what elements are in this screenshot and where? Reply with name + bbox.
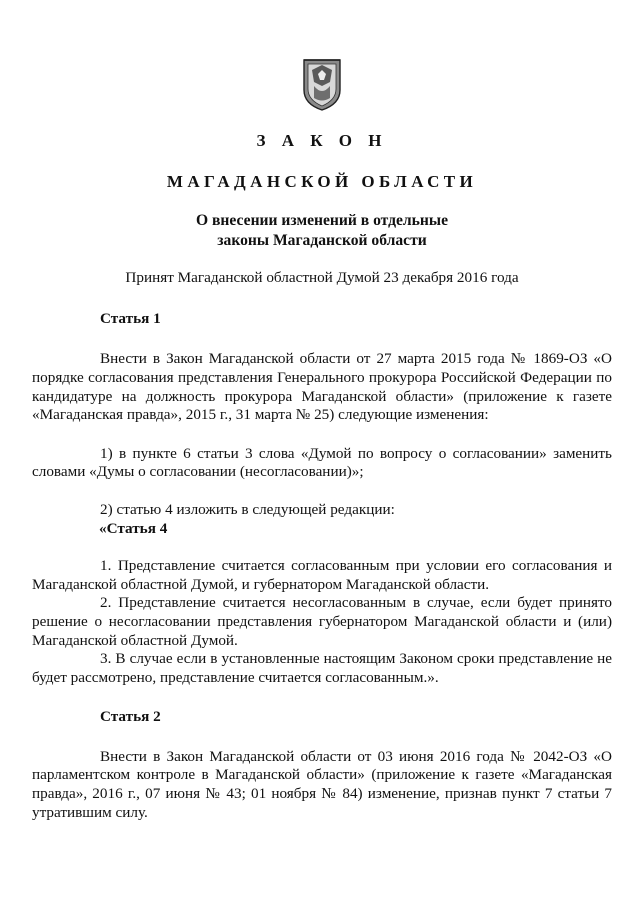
nested-article-4-heading: «Статья 4 — [99, 519, 168, 537]
nested-article-4-body — [32, 557, 612, 687]
law-title: З А К О Н — [256, 131, 388, 150]
law-subject — [60, 211, 584, 251]
article-1-item-1: 1) в пункте 6 статьи 3 слова «Думой по вопросу о согласовании» заменить словами «Думы о согласовании (несогласовании)»; — [32, 444, 612, 481]
article-2-text: Внести в Закон Магаданской области от 03 июня 2016 года № 2042-ОЗ «О парламентском контроле в Магаданской области» (приложение к газете «Магаданская правда», 2016 г., 07 июня № 43; 01 ноября № 84) изменение, признав пункт 7 статьи 7 утратившим силу. — [32, 747, 612, 821]
article-1-item-2: 2) статью 4 изложить в следующей редакции: — [100, 500, 395, 518]
adoption-date-line: Принят Магаданской областной Думой 23 декабря 2016 года — [125, 269, 519, 287]
article-1-heading: Статья 1 — [100, 309, 161, 327]
nested-article-4-point-2: 2. Представление считается несогласованным в случае, если будет принято решение о несогласовании представления губернатором Магаданской области и (или) Магаданской областной Думой. — [32, 594, 612, 649]
region-title: МАГАДАНСКОЙ ОБЛАСТИ — [166, 171, 478, 191]
magadan-oblast-coat-of-arms-icon — [300, 56, 344, 112]
law-subject-line-2: законы Магаданской области — [217, 232, 427, 250]
law-subject-line-1: О внесении изменений в отдельные — [195, 212, 448, 230]
nested-article-4-point-1: 1. Представление считается согласованным при условии его согласования и Магаданской областной Думой, и губернатором Магаданской области. — [32, 557, 612, 593]
nested-article-4-point-3: 3. В случае если в установленные настоящим Законом сроки представление не будет рассмотрено, представление считается согласованным.». — [32, 650, 612, 686]
article-1-intro: Внести в Закон Магаданской области от 27 марта 2015 года № 1869-ОЗ «О порядке согласования представления Генерального прокурора Российской Федерации по кандидатуре на должность прокурора Магаданской области» (приложение к газете «Магаданская правда», 2015 г., 31 марта № 25) следующие изменения: — [32, 350, 612, 424]
article-2-heading: Статья 2 — [100, 708, 161, 726]
